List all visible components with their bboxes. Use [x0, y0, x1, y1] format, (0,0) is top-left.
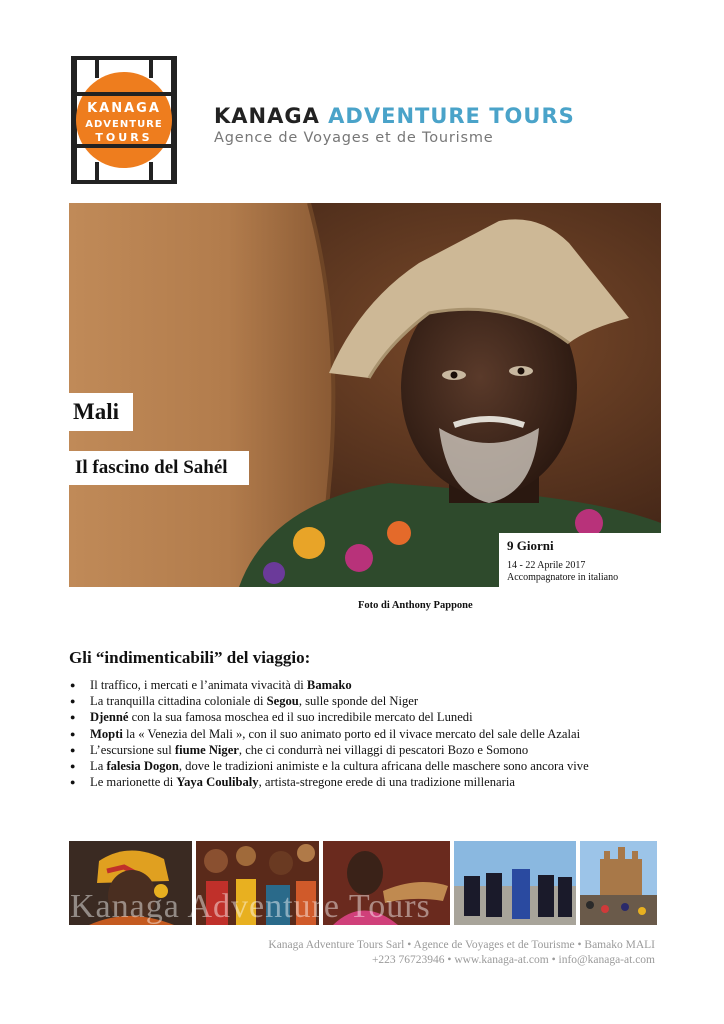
brand-title-part2: ADVENTURE TOURS: [328, 104, 575, 128]
bullet-icon: ●: [70, 761, 76, 772]
logo-line-1: KANAGA: [87, 101, 161, 116]
highlights-list: [69, 677, 669, 790]
brand-title-part1: KANAGA: [214, 104, 320, 128]
bullet-icon: ●: [70, 712, 76, 723]
destination-title: Mali: [69, 393, 133, 431]
list-item: ● Mopti la « Venezia del Mali », con il suo animato porto ed il vivace mercato del sale delle Azalai: [70, 726, 581, 741]
list-item: ● Djenné con la sua famosa moschea ed il suo incredibile mercato del Lunedi: [70, 710, 473, 725]
company-logo: [67, 54, 181, 186]
list-item: ● Le marionette di Yaya Coulibaly, artista-stregone erede di una tradizione millenaria: [70, 775, 515, 790]
bullet-icon: ●: [70, 728, 76, 739]
destination-subtitle: Il fascino del Sahél: [69, 451, 249, 485]
trip-dates: 14 - 22 Aprile 2017: [507, 560, 586, 571]
list-item: ● La falesia Dogon, dove le tradizioni animiste e la cultura africana delle maschere sono ancora vive: [70, 759, 589, 774]
bullet-icon: ●: [70, 696, 76, 707]
brand-header: [214, 104, 575, 146]
footer: [268, 938, 655, 968]
logo-line-3: TOURS: [95, 131, 153, 144]
list-item: ● L’escursione sul fiume Niger, che ci condurrà nei villaggi di pescatori Bozo e Somono: [70, 742, 529, 757]
strip-photo-tuareg: [454, 841, 576, 925]
bullet-icon: ●: [70, 744, 76, 755]
strip-photo-mosque: [580, 841, 657, 925]
highlights-title: Gli “indimenticabili” del viaggio:: [69, 648, 311, 667]
footer-line-1: Kanaga Adventure Tours Sarl • Agence de Voyages et de Tourisme • Bamako MALI: [268, 939, 655, 951]
photo-credit: Foto di Anthony Pappone: [358, 600, 473, 611]
brand-subtitle: Agence de Voyages et de Tourisme: [214, 130, 494, 146]
footer-line-2: +223 76723946 • www.kanaga-at.com • info@kanaga-at.com: [371, 954, 655, 966]
trip-info-box: [499, 533, 661, 587]
brand-title: [214, 104, 575, 128]
strip-watermark: Kanaga Adventure Tours: [70, 888, 431, 925]
bullet-icon: ●: [70, 777, 76, 788]
trip-guide: Accompagnatore in italiano: [507, 572, 619, 583]
trip-duration: 9 Giorni: [507, 538, 554, 553]
list-item: ● Il traffico, i mercati e l’animata vivacità di Bamako: [70, 678, 352, 692]
logo-line-2: ADVENTURE: [85, 119, 163, 130]
bullet-icon: ●: [70, 680, 76, 690]
list-item: ● La tranquilla cittadina coloniale di Segou, sulle sponde del Niger: [70, 694, 419, 709]
hero-photo: [69, 203, 661, 587]
